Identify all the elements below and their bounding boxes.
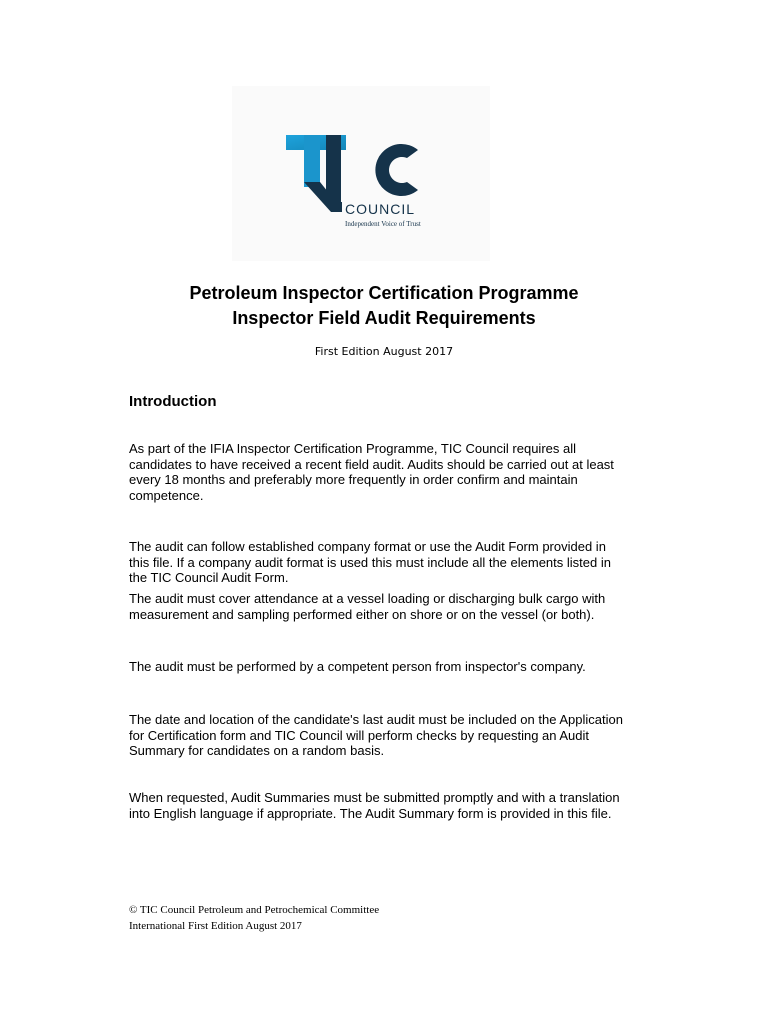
edition-label: First Edition August 2017 bbox=[314, 345, 454, 358]
document-title-line1: Petroleum Inspector Certification Programme bbox=[189, 283, 579, 303]
paragraph-5: The date and location of the candidate's last audit must be included on the Application for Certification form and TIC Council will perform checks by requesting an Audit Summary for candidates on a random basis. bbox=[129, 712, 623, 758]
logo-tagline: Independent Voice of Trust bbox=[345, 220, 421, 228]
paragraph-3: The audit must cover attendance at a vessel loading or discharging bulk cargo with measurement and sampling performed either on shore or on the vessel (or both). bbox=[129, 591, 606, 622]
footer-copyright: © TIC Council Petroleum and Petrochemical Committee bbox=[129, 904, 380, 916]
footer-edition: International First Edition August 2017 bbox=[129, 920, 302, 932]
tic-council-logo-mark bbox=[232, 86, 490, 261]
paragraph-2: The audit can follow established company format or use the Audit Form provided in this file. If a company audit format is used this must include all the elements listed in the TIC Council Audit Form. bbox=[129, 539, 611, 585]
logo-i-letter bbox=[326, 135, 341, 202]
tic-council-logo bbox=[232, 86, 490, 261]
document-title-line2: Inspector Field Audit Requirements bbox=[232, 308, 536, 328]
paragraph-4: The audit must be performed by a competent person from inspector's company. bbox=[129, 659, 586, 674]
paragraph-6: When requested, Audit Summaries must be submitted promptly and with a translation into English language if appropriate. The Audit Summary form is provided in this file. bbox=[129, 790, 620, 821]
logo-t-stem bbox=[304, 135, 320, 187]
logo-c-letter bbox=[375, 144, 418, 196]
section-heading-introduction: Introduction bbox=[129, 393, 217, 410]
paragraph-1: As part of the IFIA Inspector Certification Programme, TIC Council requires all candidates to have received a recent field audit. Audits should be carried out at least every 18 months and preferably more frequently in order confirm and maintain competence. bbox=[129, 441, 614, 503]
logo-council-text: COUNCIL bbox=[345, 201, 416, 217]
